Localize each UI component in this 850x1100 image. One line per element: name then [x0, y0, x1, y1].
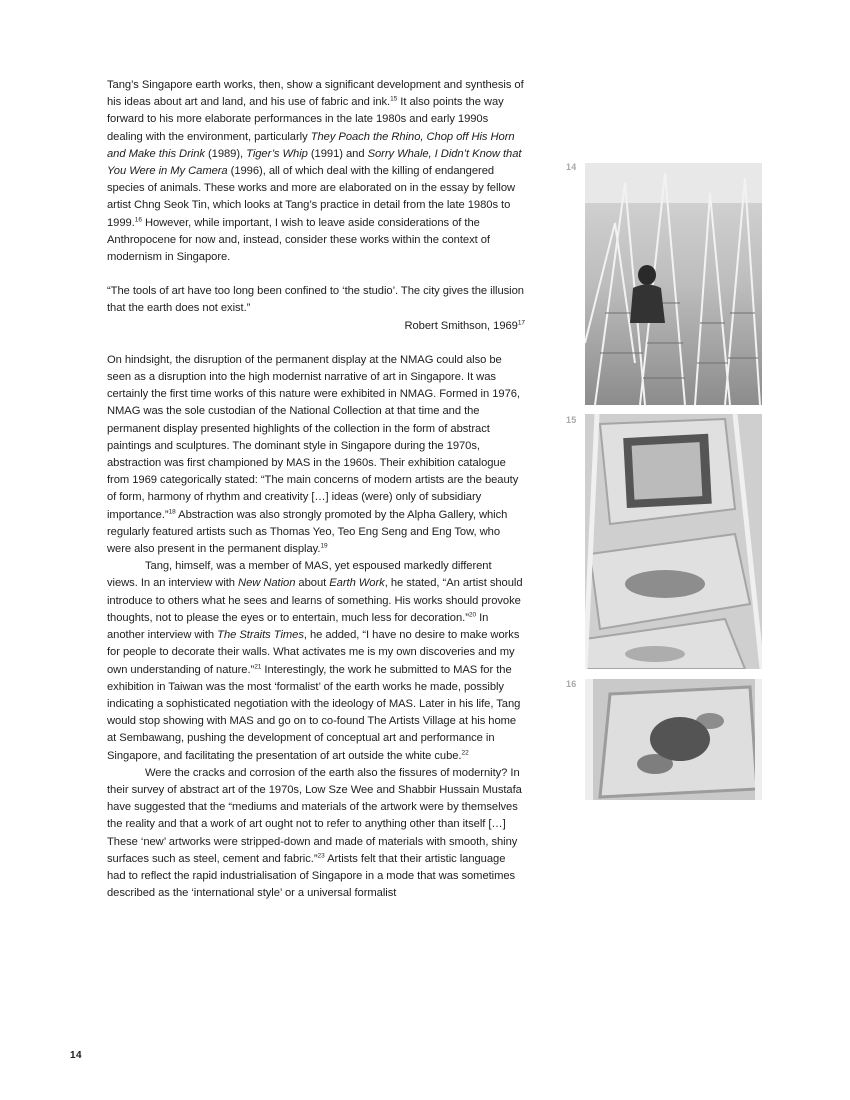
- quote-attribution: [107, 318, 525, 335]
- footnote-ref: 18: [168, 507, 176, 515]
- body-paragraph: [107, 283, 525, 317]
- body-paragraph: [107, 765, 525, 903]
- footnote-ref: 23: [317, 852, 325, 859]
- gallery-installation-image: [585, 163, 762, 405]
- paragraph-spacer: [107, 335, 525, 352]
- figure-14-photo: [585, 163, 762, 405]
- italic-title: They Poach the Rhino, Chop off His Horn and Make this Drink: [107, 130, 515, 160]
- italic-title: Earth Work: [329, 577, 385, 590]
- italic-title: New Nation: [238, 577, 296, 590]
- footnote-ref: 17: [517, 318, 525, 326]
- text-run: Tang’s Singapore earth works, then, show a significant development and synthesis of his ideas about art and land, and his use of fabric and ink.: [107, 79, 524, 109]
- figure-16-photo: [585, 679, 762, 800]
- text-run: Robert Smithson, 1969: [404, 319, 518, 332]
- footnote-ref: 15: [390, 95, 398, 103]
- footnote-ref: 16: [134, 215, 142, 223]
- text-run: Were the cracks and corrosion of the earth also the fissures of modernity? In their survey of abstract art of the 1970s, Low Sze Wee and Shabbir Hussain Mustafa have suggested that the “mediums and materials of the artwork were by themselves the reality and that a work of art ought not to refer to anything other than itself […] These ‘new’ artworks were stripped-down and made of materials with smooth, shiny surfaces such as steel, cement and fabric.”: [107, 766, 522, 865]
- fabric-trays-image: [585, 414, 762, 669]
- italic-title: Sorry Whale, I Didn’t Know that You Were in My Camera: [107, 147, 522, 178]
- body-paragraph: [107, 558, 525, 764]
- text-run: It also points the way forward to his more elaborate performances in the late 1980s and early 1990s dealing with the environment, particularly: [107, 96, 504, 143]
- footnote-ref: 20: [468, 611, 477, 619]
- italic-title: The Straits Times: [217, 629, 304, 642]
- ink-tray-image: [585, 679, 762, 800]
- page-number: 14: [70, 1050, 83, 1061]
- figure-15-photo: [585, 414, 762, 669]
- figure-number-16: 16: [566, 679, 577, 689]
- text-run: On hindsight, the disruption of the permanent display at the NMAG could also be seen as a disruption into the high modernist narrative of art in Singapore. It was certainly the first time works of this nature were exhibited in NMAG. Formed in 1976, NMAG was the sole custodian of the National Collection at that time and the permanent display presented highlights of the collection in the form of abstract paintings and sculptures. The dominant style in Singapore during the 1970s, abstraction was first championed by MAS in the 1960s. Their exhibition catalogue from 1969 categorically stated: “The main concerns of modern artists are the beauty of form, harmony of rhythm and creativity […] ideas (were) only of subsidiary importance.”: [107, 353, 520, 521]
- text-run: In another interview with: [107, 611, 489, 642]
- body-text-column: [107, 77, 525, 902]
- body-paragraph: [107, 77, 525, 266]
- paragraph-spacer: [107, 266, 525, 283]
- footnote-ref: 22: [461, 748, 469, 756]
- body-paragraph: [107, 352, 525, 558]
- text-run: Abstraction was also strongly promoted by the Alpha Gallery, which regularly featured artists such as Thomas Yeo, Teo Eng Seng and Eng Tow, who were also present in the permanent display.: [107, 508, 508, 556]
- text-run: However, while important, I wish to leave aside considerations of the Anthropocene for now and, instead, consider these works within the context of modernism in Singapore.: [107, 216, 490, 264]
- text-run: , he stated, “An artist should introduce to others what he sees and learns of something. His works should provoke thoughts, not to please the eyes or to entertain, much less for decoration.”: [107, 577, 523, 624]
- text-run: (1991) and: [307, 147, 368, 160]
- text-run: , he added, “I have no desire to make works for people to decorate their walls. What activates me is my own discoveries and my own understanding of nature.”: [107, 629, 520, 676]
- footnote-ref: 19: [320, 542, 328, 550]
- text-run: about: [295, 577, 330, 590]
- italic-title: Tiger’s Whip: [246, 147, 308, 160]
- footnote-ref: 21: [254, 662, 262, 670]
- figure-number-14: 14: [566, 162, 577, 172]
- figure-number-15: 15: [566, 415, 577, 425]
- text-run: Tang, himself, was a member of MAS, yet espoused markedly different views. In an interview with: [107, 560, 492, 590]
- text-run: “The tools of art have too long been confined to ‘the studio’. The city gives the illusion that the earth does not exist.”: [107, 285, 524, 315]
- text-run: (1989),: [204, 147, 247, 160]
- text-run: Interestingly, the work he submitted to MAS for the exhibition in Taiwan was the most ‘formalist’ of the earth works he made, possibly indicating a sophisticated negotiation with the ideology of MAS. Later in his life, Tang would stop showing with MAS and go on to co-found The Artists Village at his home at Sembawang, pushing the development of conceptual art and performance in Singapore, and facilitating the presentation of art outside the white cube.: [107, 663, 521, 762]
- text-run: (1996), all of which deal with the killing of endangered species of animals. These works and more are elaborated on in the essay by fellow artist Chng Seok Tin, which looks at Tang’s practice in detail from the late 1980s to 1999.: [107, 165, 516, 229]
- text-run: Artists felt that their artistic language had to reflect the rapid industrialisation of Singapore in a mode that was sometimes described as the ‘international style’ or a universal formalist: [107, 852, 516, 900]
